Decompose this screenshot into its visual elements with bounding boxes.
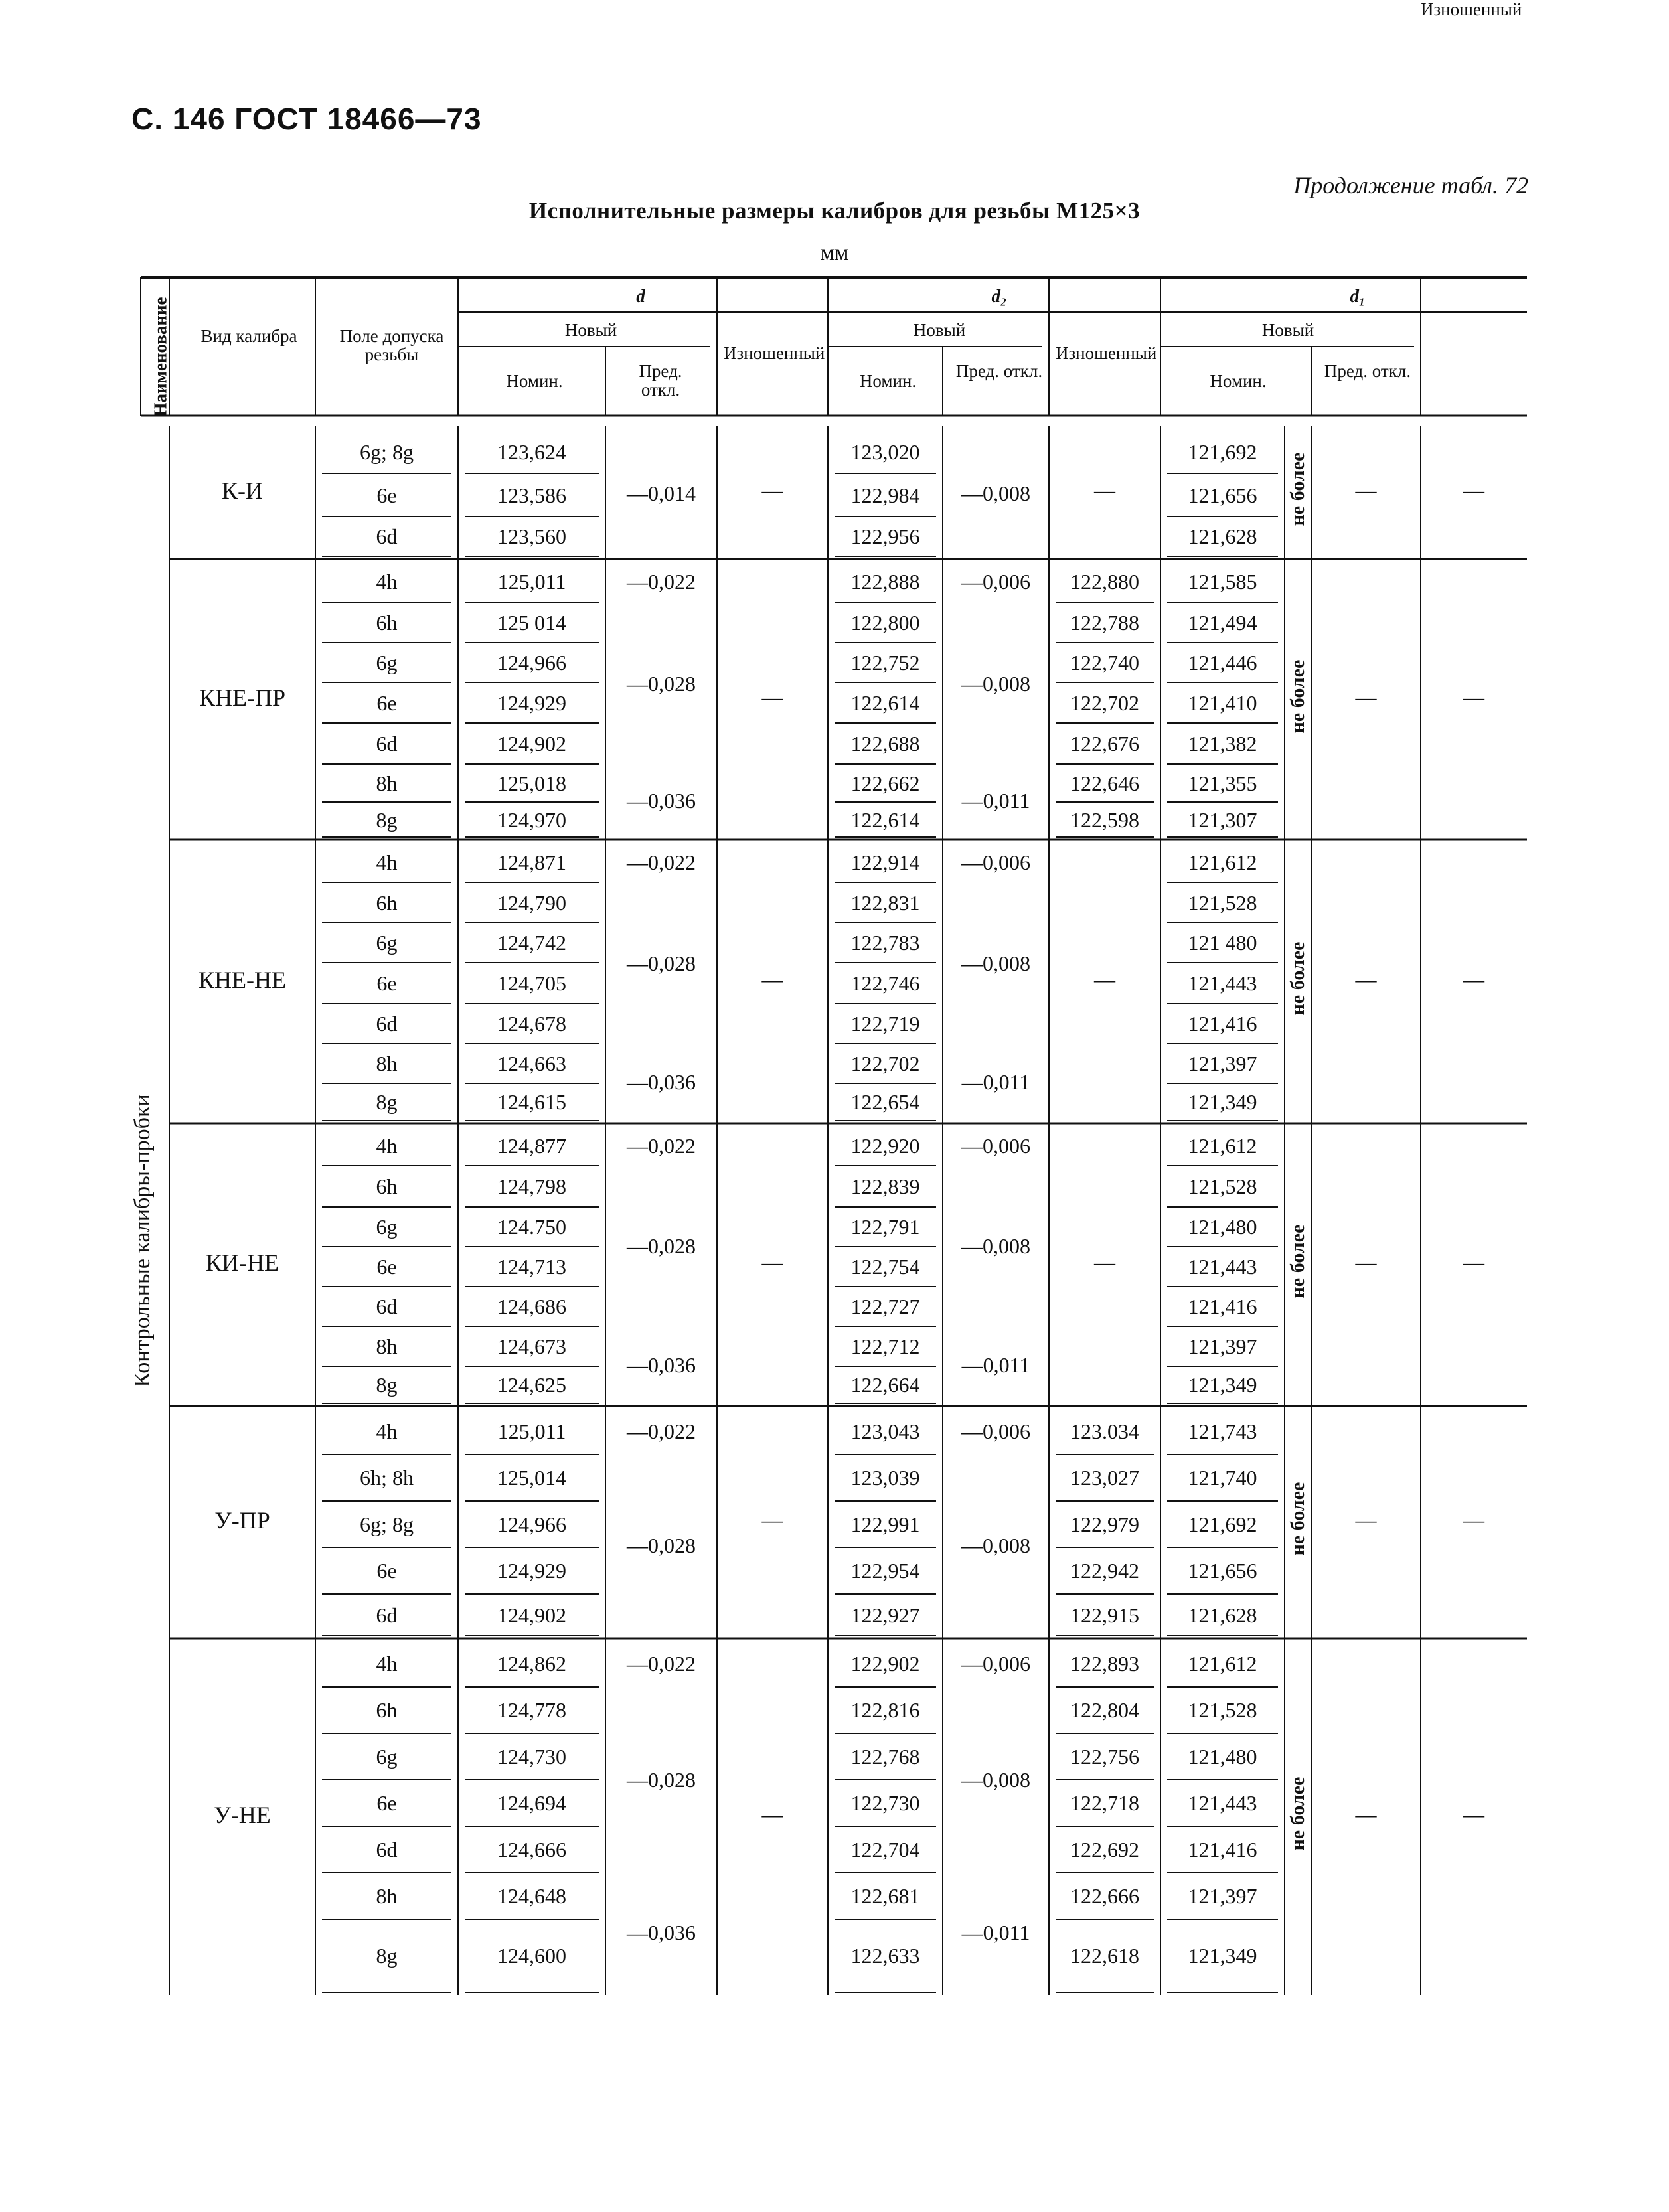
header-d1: d₁ bbox=[1350, 286, 1366, 306]
d1-deviation-dash: — bbox=[1355, 1508, 1377, 1532]
tolerance-cell: 6d bbox=[376, 1838, 398, 1861]
d-nominal-cell: 125,018 bbox=[497, 771, 566, 795]
tolerance-cell: 6d bbox=[376, 1603, 398, 1627]
d-worn-dash: — bbox=[761, 1250, 783, 1274]
d-nominal-cell: 124.750 bbox=[497, 1215, 566, 1239]
d-worn-dash: — bbox=[761, 478, 783, 502]
d2-nominal-cell: 122,662 bbox=[850, 771, 920, 795]
d-deviation-cell: —0,028 bbox=[627, 1234, 696, 1258]
tolerance-cell: 6d bbox=[376, 1012, 398, 1036]
d1-nominal-cell: 121,443 bbox=[1188, 1255, 1257, 1279]
tolerance-cell: 6d bbox=[376, 1295, 398, 1318]
tolerance-cell: 6e bbox=[376, 690, 397, 715]
d2-deviation-cell: —0,008 bbox=[961, 1234, 1030, 1258]
tolerance-cell: 8h bbox=[376, 1884, 398, 1908]
d-nominal-cell: 124,798 bbox=[497, 1174, 566, 1198]
d-nominal-cell: 124,666 bbox=[497, 1838, 566, 1861]
header-d-deviation: Пред. откл. bbox=[639, 361, 682, 400]
d-nominal-cell: 124,862 bbox=[497, 1652, 566, 1676]
calibre-type-label: К-И bbox=[222, 477, 263, 504]
d-nominal-cell: 124,705 bbox=[497, 971, 566, 995]
d1-nominal-cell: 121,443 bbox=[1188, 1791, 1257, 1815]
tolerance-cell: 8g bbox=[376, 1944, 398, 1968]
not-more-label: не более bbox=[1287, 452, 1309, 526]
d2-deviation-cell: —0,006 bbox=[961, 569, 1030, 593]
d2-nominal-cell: 122,719 bbox=[850, 1012, 920, 1036]
d1-nominal-cell: 121,612 bbox=[1188, 1134, 1257, 1158]
d-nominal-cell: 125,014 bbox=[497, 1466, 566, 1490]
d2-nominal-cell: 122,816 bbox=[850, 1698, 920, 1722]
header-d2-new: Новый bbox=[913, 320, 966, 340]
d2-nominal-cell: 123,039 bbox=[850, 1466, 920, 1490]
tolerance-cell: 6d bbox=[376, 524, 398, 548]
d-nominal-cell: 124,902 bbox=[497, 1603, 566, 1627]
d1-nominal-cell: 121,480 bbox=[1188, 1215, 1257, 1239]
d2-nominal-cell: 122,746 bbox=[850, 971, 920, 995]
d2-worn-cell: 123.034 bbox=[1070, 1419, 1139, 1443]
table-title: Исполнительные размеры калибров для резьбы М125×3 bbox=[528, 198, 1141, 224]
d1-worn-dash: — bbox=[1463, 684, 1484, 709]
d-deviation-cell: —0,022 bbox=[627, 1134, 696, 1158]
d1-nominal-cell: 121,656 bbox=[1188, 1559, 1257, 1583]
d-nominal-cell: 124,625 bbox=[497, 1373, 566, 1397]
d1-nominal-cell: 121,410 bbox=[1188, 690, 1257, 715]
d1-nominal-cell: 121,446 bbox=[1188, 651, 1257, 674]
tolerance-cell: 6h bbox=[376, 611, 398, 635]
d2-worn-cell: 122,666 bbox=[1070, 1884, 1139, 1908]
d2-deviation-cell: —0,011 bbox=[961, 1921, 1030, 1944]
d2-deviation-cell: —0,008 bbox=[961, 951, 1030, 975]
calibre-type-label: КНЕ-ПР bbox=[199, 684, 285, 711]
units-label: мм bbox=[820, 240, 849, 265]
header-d-worn: Изношенный bbox=[724, 343, 825, 363]
d1-worn-dash: — bbox=[1463, 1508, 1484, 1532]
d2-worn-cell: 122,618 bbox=[1070, 1944, 1139, 1968]
d-worn-dash: — bbox=[761, 1508, 783, 1532]
d1-nominal-cell: 121,355 bbox=[1188, 771, 1257, 795]
d-deviation-cell: —0,036 bbox=[627, 1921, 696, 1944]
d1-nominal-cell: 121,397 bbox=[1188, 1052, 1257, 1075]
header-d1-nominal: Номин. bbox=[1210, 371, 1267, 391]
d-nominal-cell: 124,929 bbox=[497, 690, 566, 715]
d2-worn-cell: 122,718 bbox=[1070, 1791, 1139, 1815]
d-nominal-cell: 124,615 bbox=[497, 1090, 566, 1114]
d2-nominal-cell: 122,902 bbox=[850, 1652, 920, 1676]
d2-nominal-cell: 122,752 bbox=[850, 651, 920, 674]
tolerance-cell: 8h bbox=[376, 1334, 398, 1358]
d1-nominal-cell: 121,397 bbox=[1188, 1884, 1257, 1908]
tolerance-cell: 8h bbox=[376, 771, 398, 795]
d2-deviation-cell: —0,006 bbox=[961, 1652, 1030, 1676]
d-deviation-cell: —0,014 bbox=[627, 481, 696, 505]
d-nominal-cell: 124,678 bbox=[497, 1012, 566, 1036]
tolerance-cell: 6e bbox=[376, 1559, 397, 1583]
d2-deviation-cell: —0,011 bbox=[961, 1070, 1030, 1094]
page-header: С. 146 ГОСТ 18466—73 bbox=[131, 102, 482, 136]
d1-nominal-cell: 121,628 bbox=[1188, 524, 1257, 548]
d2-nominal-cell: 122,920 bbox=[850, 1134, 920, 1158]
d-worn-dash: — bbox=[761, 684, 783, 709]
d2-nominal-cell: 122,800 bbox=[850, 611, 920, 635]
d-nominal-cell: 124,673 bbox=[497, 1334, 566, 1358]
d2-deviation-cell: —0,006 bbox=[961, 850, 1030, 874]
d1-worn-dash: — bbox=[1463, 1802, 1484, 1826]
d1-nominal-cell: 121,416 bbox=[1188, 1012, 1257, 1036]
d-nominal-cell: 124,778 bbox=[497, 1698, 566, 1722]
d-nominal-cell: 125,011 bbox=[497, 1419, 566, 1443]
not-more-label: не более bbox=[1287, 1224, 1309, 1299]
d-nominal-cell: 123,624 bbox=[497, 439, 566, 464]
d2-nominal-cell: 122,664 bbox=[850, 1373, 920, 1397]
d2-nominal-cell: 122,783 bbox=[850, 931, 920, 955]
continuation-label: Продолжение табл. 72 bbox=[1293, 172, 1528, 198]
d2-worn-cell: 122,756 bbox=[1070, 1745, 1139, 1769]
d-nominal-cell: 124,790 bbox=[497, 890, 566, 915]
d-nominal-cell: 123,560 bbox=[497, 524, 566, 548]
d1-nominal-cell: 121,307 bbox=[1188, 807, 1257, 832]
d-nominal-cell: 124,600 bbox=[497, 1944, 566, 1968]
d1-deviation-dash: — bbox=[1355, 684, 1377, 709]
d2-worn-cell: 122,788 bbox=[1070, 611, 1139, 635]
d1-nominal-cell: 121,528 bbox=[1188, 890, 1257, 915]
tolerance-cell: 6h bbox=[376, 890, 398, 915]
not-more-label: не более bbox=[1287, 1777, 1309, 1850]
d-nominal-cell: 124,970 bbox=[497, 807, 566, 832]
tolerance-cell: 6e bbox=[376, 483, 397, 507]
d2-nominal-cell: 122,927 bbox=[850, 1603, 920, 1627]
header-tolerance: Поле допуска резьбы bbox=[339, 326, 444, 365]
d-nominal-cell: 124,686 bbox=[497, 1295, 566, 1318]
d-worn-dash: — bbox=[761, 1802, 783, 1826]
tolerance-cell: 8g bbox=[376, 1090, 398, 1114]
tolerance-cell: 4h bbox=[376, 1419, 398, 1443]
header-d-nominal: Номин. bbox=[506, 371, 563, 391]
d2-deviation-cell: —0,008 bbox=[961, 1533, 1030, 1557]
d2-nominal-cell: 122,704 bbox=[850, 1838, 920, 1861]
tolerance-cell: 4h bbox=[376, 1652, 398, 1676]
d1-nominal-cell: 121,494 bbox=[1188, 611, 1257, 635]
d2-nominal-cell: 122,914 bbox=[850, 850, 920, 874]
d2-nominal-cell: 122,654 bbox=[850, 1090, 920, 1114]
d1-nominal-cell: 121 480 bbox=[1188, 931, 1257, 955]
d2-nominal-cell: 122,888 bbox=[850, 569, 920, 593]
d1-nominal-cell: 121,743 bbox=[1188, 1419, 1257, 1443]
header-d2: d₂ bbox=[991, 286, 1007, 306]
d2-deviation-cell: —0,011 bbox=[961, 789, 1030, 813]
d1-nominal-cell: 121,397 bbox=[1188, 1334, 1257, 1358]
d-nominal-cell: 124,663 bbox=[497, 1052, 566, 1075]
d1-deviation-dash: — bbox=[1355, 967, 1377, 991]
calibre-type-label: КНЕ-НЕ bbox=[199, 966, 286, 993]
d2-nominal-cell: 122,991 bbox=[850, 1512, 920, 1536]
d1-nominal-cell: 121,528 bbox=[1188, 1174, 1257, 1198]
tolerance-cell: 8h bbox=[376, 1052, 398, 1075]
d-deviation-cell: —0,036 bbox=[627, 789, 696, 813]
d2-nominal-cell: 122,712 bbox=[850, 1334, 920, 1358]
d2-worn-cell: 122,915 bbox=[1070, 1603, 1139, 1627]
tolerance-cell: 8g bbox=[376, 1373, 398, 1397]
calibre-type-label: У-НЕ bbox=[214, 1801, 271, 1828]
d2-nominal-cell: 123,020 bbox=[850, 439, 920, 464]
d-nominal-cell: 124,877 bbox=[497, 1134, 566, 1158]
tolerance-cell: 6d bbox=[376, 732, 398, 755]
d1-nominal-cell: 121,692 bbox=[1188, 1512, 1257, 1536]
d2-worn-cell: 122,692 bbox=[1070, 1838, 1139, 1861]
tolerance-cell: 4h bbox=[376, 569, 398, 593]
d2-deviation-cell: —0,006 bbox=[961, 1419, 1030, 1443]
header-d1-deviation: Пред. откл. bbox=[1324, 361, 1411, 381]
d2-deviation-cell: —0,006 bbox=[961, 1134, 1030, 1158]
d2-nominal-cell: 122,839 bbox=[850, 1174, 920, 1198]
d2-worn-cell: 122,676 bbox=[1070, 732, 1139, 755]
d1-nominal-cell: 121,416 bbox=[1188, 1295, 1257, 1318]
header-d1-worn: Изношенный bbox=[1421, 0, 1522, 19]
header-d-new: Новый bbox=[564, 320, 617, 340]
d2-nominal-cell: 122,730 bbox=[850, 1791, 920, 1815]
d1-nominal-cell: 121,528 bbox=[1188, 1698, 1257, 1722]
tolerance-cell: 6g; 8g bbox=[360, 1512, 414, 1536]
d2-nominal-cell: 123,043 bbox=[850, 1419, 920, 1443]
d1-nominal-cell: 121,382 bbox=[1188, 732, 1257, 755]
d-deviation-cell: —0,036 bbox=[627, 1070, 696, 1094]
d2-nominal-cell: 122,754 bbox=[850, 1255, 920, 1279]
d1-nominal-cell: 121,480 bbox=[1188, 1745, 1257, 1769]
d1-nominal-cell: 121,443 bbox=[1188, 971, 1257, 995]
d1-worn-dash: — bbox=[1463, 1250, 1484, 1274]
d1-nominal-cell: 121,628 bbox=[1188, 1603, 1257, 1627]
d2-nominal-cell: 122,984 bbox=[850, 483, 920, 507]
d-nominal-cell: 124,730 bbox=[497, 1745, 566, 1769]
d2-worn-cell: 122,804 bbox=[1070, 1698, 1139, 1722]
d-worn-dash: — bbox=[761, 967, 783, 991]
d1-deviation-dash: — bbox=[1355, 478, 1377, 502]
tolerance-cell: 6g bbox=[376, 651, 398, 674]
d1-worn-dash: — bbox=[1463, 478, 1484, 502]
d-deviation-cell: —0,022 bbox=[627, 1652, 696, 1676]
tolerance-cell: 6g; 8g bbox=[360, 439, 414, 464]
d2-nominal-cell: 122,633 bbox=[850, 1944, 920, 1968]
d2-worn-dash: — bbox=[1094, 478, 1115, 502]
d-nominal-cell: 125,011 bbox=[497, 569, 566, 593]
header-name: Наименование bbox=[150, 297, 171, 417]
d2-worn-dash: — bbox=[1094, 967, 1115, 991]
d-nominal-cell: 124,742 bbox=[497, 931, 566, 955]
d1-nominal-cell: 121,349 bbox=[1188, 1373, 1257, 1397]
d2-nominal-cell: 122,727 bbox=[850, 1295, 920, 1318]
d-nominal-cell: 124,966 bbox=[497, 1512, 566, 1536]
calibre-type-label: КИ-НЕ bbox=[206, 1249, 279, 1276]
d1-deviation-dash: — bbox=[1355, 1802, 1377, 1826]
d2-nominal-cell: 122,702 bbox=[850, 1052, 920, 1075]
d2-worn-cell: 122,702 bbox=[1070, 690, 1139, 715]
d2-worn-cell: 122,598 bbox=[1070, 807, 1139, 832]
d1-nominal-cell: 121,416 bbox=[1188, 1838, 1257, 1861]
d2-deviation-cell: —0,008 bbox=[961, 671, 1030, 696]
d-nominal-cell: 124,902 bbox=[497, 732, 566, 755]
d-nominal-cell: 124,694 bbox=[497, 1791, 566, 1815]
d2-worn-cell: 122,893 bbox=[1070, 1652, 1139, 1676]
d2-nominal-cell: 122,614 bbox=[850, 807, 920, 832]
d2-nominal-cell: 122,956 bbox=[850, 524, 920, 548]
d-nominal-cell: 123,586 bbox=[497, 483, 566, 507]
d2-deviation-cell: —0,011 bbox=[961, 1353, 1030, 1377]
header-d: d bbox=[636, 286, 645, 306]
d2-deviation-cell: —0,008 bbox=[961, 481, 1030, 505]
tolerance-cell: 6g bbox=[376, 1215, 398, 1239]
d-nominal-cell: 124,648 bbox=[497, 1884, 566, 1908]
d1-nominal-cell: 121,612 bbox=[1188, 850, 1257, 874]
d2-nominal-cell: 122,614 bbox=[850, 690, 920, 715]
d2-worn-cell: 123,027 bbox=[1070, 1466, 1139, 1490]
header-type: Вид калибра bbox=[200, 326, 297, 346]
d-nominal-cell: 125 014 bbox=[497, 611, 566, 635]
d2-nominal-cell: 122,791 bbox=[850, 1215, 920, 1239]
not-more-label: не более bbox=[1287, 1482, 1309, 1556]
d2-nominal-cell: 122,954 bbox=[850, 1559, 920, 1583]
d-deviation-cell: —0,036 bbox=[627, 1353, 696, 1377]
d-deviation-cell: —0,028 bbox=[627, 1533, 696, 1557]
header-d1-new: Новый bbox=[1261, 320, 1314, 340]
d2-worn-cell: 122,942 bbox=[1070, 1559, 1139, 1583]
d1-nominal-cell: 121,740 bbox=[1188, 1466, 1257, 1490]
tolerance-cell: 6e bbox=[376, 1791, 397, 1815]
header-d2-nominal: Номин. bbox=[859, 371, 917, 391]
tolerance-cell: 6h; 8h bbox=[360, 1466, 414, 1490]
d-deviation-cell: —0,022 bbox=[627, 850, 696, 874]
d1-nominal-cell: 121,612 bbox=[1188, 1652, 1257, 1676]
header-d2-worn: Изношенный bbox=[1056, 343, 1157, 363]
d2-worn-cell: 122,979 bbox=[1070, 1512, 1139, 1536]
d2-nominal-cell: 122,831 bbox=[850, 890, 920, 915]
tolerance-cell: 6h bbox=[376, 1698, 398, 1722]
d-deviation-cell: —0,028 bbox=[627, 951, 696, 975]
side-label: Контрольные калибры-пробки bbox=[130, 1094, 155, 1387]
d2-nominal-cell: 122,768 bbox=[850, 1745, 920, 1769]
d2-deviation-cell: —0,008 bbox=[961, 1768, 1030, 1792]
d1-nominal-cell: 121,349 bbox=[1188, 1090, 1257, 1114]
tolerance-cell: 4h bbox=[376, 1134, 398, 1158]
d1-nominal-cell: 121,692 bbox=[1188, 439, 1257, 464]
d-deviation-cell: —0,028 bbox=[627, 1768, 696, 1792]
d2-worn-cell: 122,646 bbox=[1070, 771, 1139, 795]
not-more-label: не более bbox=[1287, 659, 1309, 733]
not-more-label: не более bbox=[1287, 941, 1309, 1015]
d-nominal-cell: 124,713 bbox=[497, 1255, 566, 1279]
d2-worn-cell: 122,880 bbox=[1070, 569, 1139, 593]
d1-worn-dash: — bbox=[1463, 967, 1484, 991]
d-nominal-cell: 124,966 bbox=[497, 651, 566, 674]
d-deviation-cell: —0,022 bbox=[627, 1419, 696, 1443]
tolerance-cell: 6g bbox=[376, 1745, 398, 1769]
d1-nominal-cell: 121,656 bbox=[1188, 483, 1257, 507]
tolerance-cell: 8g bbox=[376, 807, 398, 832]
d2-worn-cell: 122,740 bbox=[1070, 651, 1139, 674]
d1-deviation-dash: — bbox=[1355, 1250, 1377, 1274]
tolerance-cell: 4h bbox=[376, 850, 398, 874]
d-nominal-cell: 124,871 bbox=[497, 850, 566, 874]
d1-nominal-cell: 121,585 bbox=[1188, 569, 1257, 593]
d-nominal-cell: 124,929 bbox=[497, 1559, 566, 1583]
tolerance-cell: 6g bbox=[376, 931, 398, 955]
header-d2-deviation: Пред. откл. bbox=[955, 361, 1043, 381]
d2-worn-dash: — bbox=[1094, 1250, 1115, 1274]
d-deviation-cell: —0,022 bbox=[627, 569, 696, 593]
calibre-type-label: У-ПР bbox=[214, 1507, 270, 1534]
d2-nominal-cell: 122,688 bbox=[850, 732, 920, 755]
d-deviation-cell: —0,028 bbox=[627, 671, 696, 696]
tolerance-cell: 6h bbox=[376, 1174, 398, 1198]
tolerance-cell: 6e bbox=[376, 1255, 397, 1279]
d2-nominal-cell: 122,681 bbox=[850, 1884, 920, 1908]
d1-nominal-cell: 121,349 bbox=[1188, 1944, 1257, 1968]
tolerance-cell: 6e bbox=[376, 971, 397, 995]
